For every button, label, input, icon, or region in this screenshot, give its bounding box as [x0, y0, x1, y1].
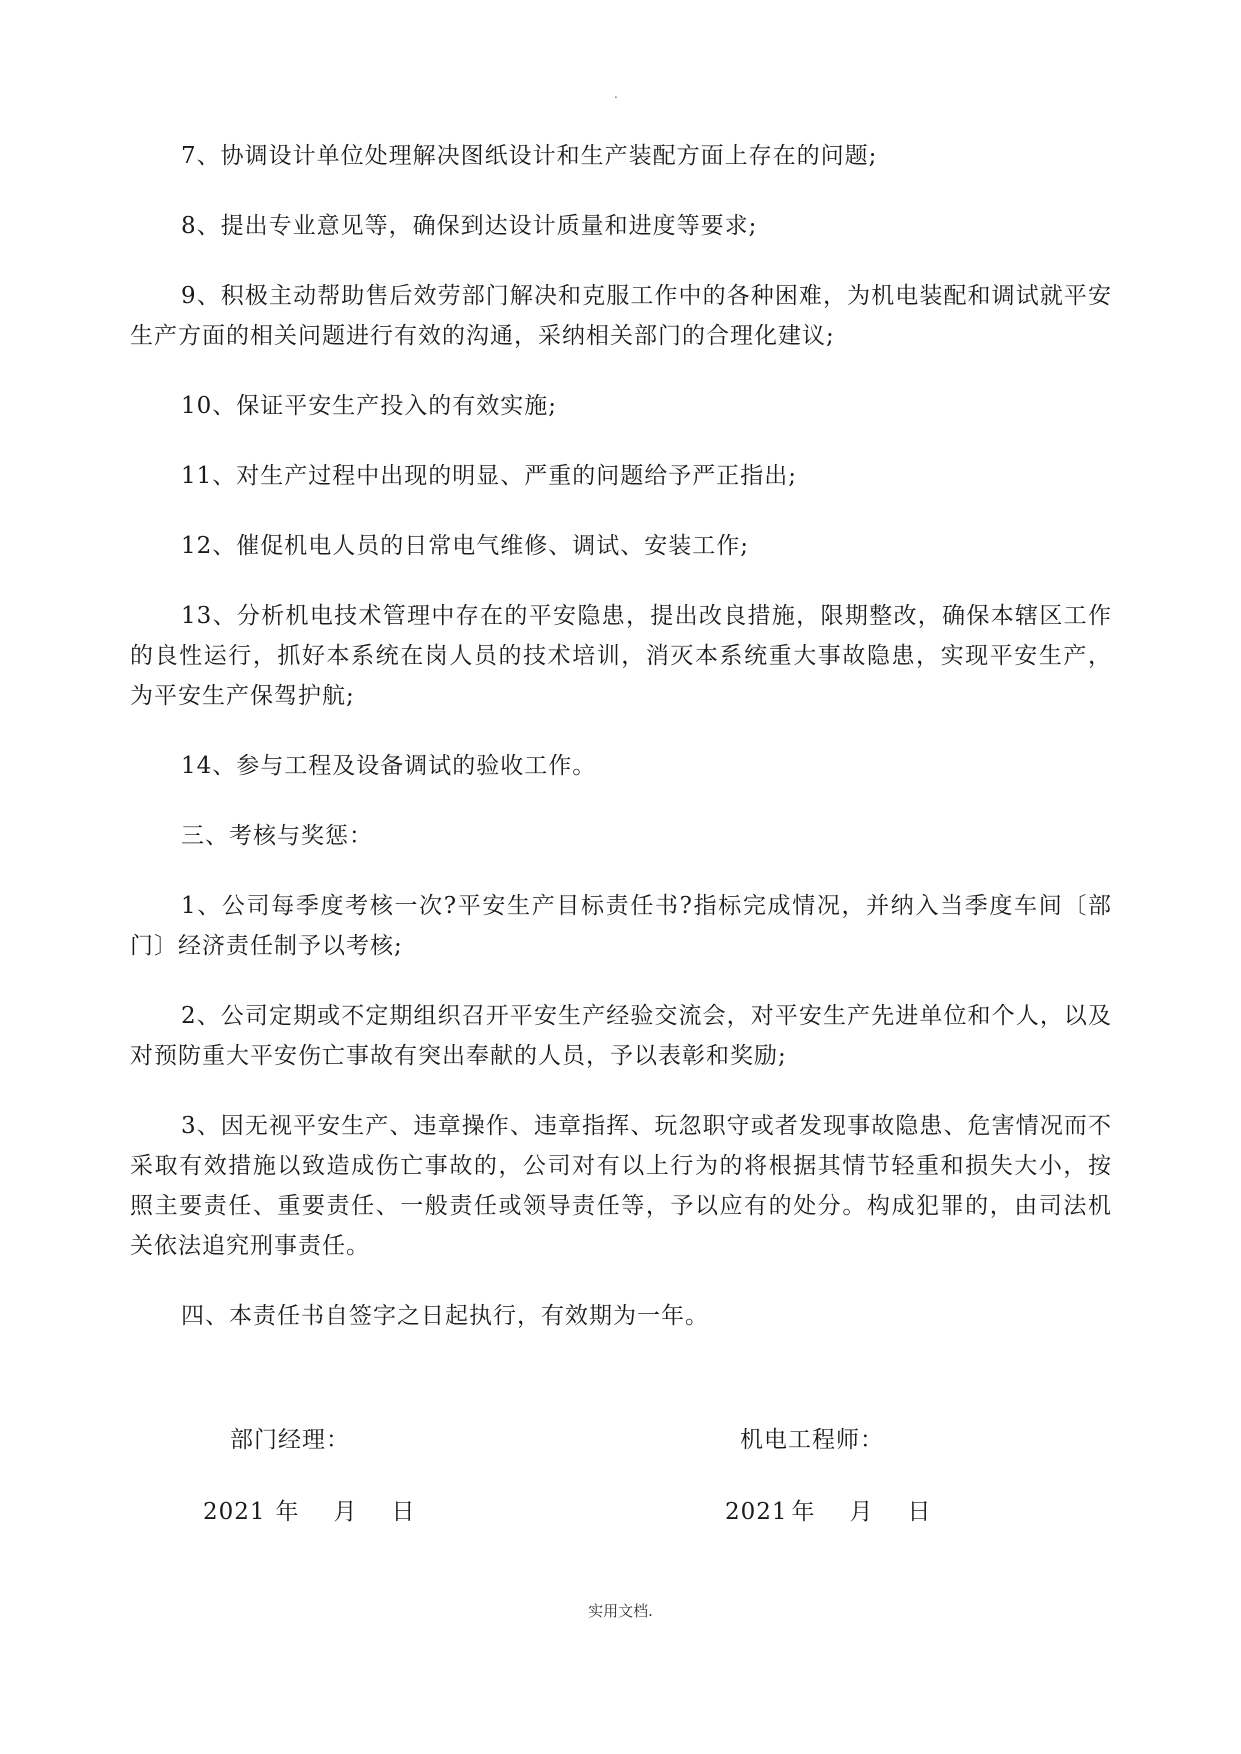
right-date-year-unit: 年 — [791, 1499, 816, 1525]
right-date-year: 2021 — [725, 1499, 788, 1525]
left-date-day-unit: 日 — [391, 1499, 416, 1525]
section-validity: 四、本责任书自签字之日起执行，有效期为一年。 — [181, 1303, 709, 1329]
section-heading-assessment: 三、考核与奖惩： — [181, 823, 373, 849]
right-date-day-unit: 日 — [907, 1499, 932, 1525]
left-date-year-unit: 年 — [275, 1499, 300, 1525]
left-date-line — [203, 1497, 416, 1527]
paragraph-item-11: 11、对生产过程中出现的明显、严重的问题给予严正指出; — [181, 463, 798, 489]
right-date-month-unit: 月 — [849, 1499, 874, 1525]
paragraph-item-13: 13、分析机电技术管理中存在的平安隐患，提出改良措施，限期整改，确保本辖区工作的良性运行，抓好本系统在岗人员的技术培训，消灭本系统重大事故隐患，实现平安生产，为平安生产保驾护航; — [130, 603, 1112, 709]
paragraph-item-8: 8、提出专业意见等，确保到达设计质量和进度等要求; — [181, 213, 758, 239]
left-date-month-unit: 月 — [333, 1499, 358, 1525]
paragraph-item-14: 14、参与工程及设备调试的验收工作。 — [181, 753, 597, 779]
assessment-item-2: 2、公司定期或不定期组织召开平安生产经验交流会，对平安生产先进单位和个人，以及对预防重大平安伤亡事故有突出奉献的人员，予以表彰和奖励; — [130, 1003, 1112, 1069]
assessment-item-3: 3、因无视平安生产、违章操作、违章指挥、玩忽职守或者发现事故隐患、危害情况而不采取有效措施以致造成伤亡事故的，公司对有以上行为的将根据其情节轻重和损失大小，按照主要责任、重要责任、一般责任或领导责任等，予以应有的处分。构成犯罪的，由司法机关依法追究刑事责任。 — [130, 1113, 1112, 1259]
paragraph-item-7: 7、协调设计单位处理解决图纸设计和生产装配方面上存在的问题; — [181, 143, 878, 169]
assessment-item-1: 1、公司每季度考核一次?平安生产目标责任书?指标完成情况，并纳入当季度车间〔部门〕经济责任制予以考核; — [130, 893, 1112, 959]
paragraph-item-10: 10、保证平安生产投入的有效实施; — [181, 393, 558, 419]
page-footer: 实用文档. — [588, 1602, 653, 1620]
document-body — [130, 136, 1112, 1336]
right-date-line — [725, 1497, 932, 1527]
paragraph-item-9: 9、积极主动帮助售后效劳部门解决和克服工作中的各种困难，为机电装配和调试就平安生产方面的相关问题进行有效的沟通，采纳相关部门的合理化建议; — [130, 283, 1112, 349]
department-manager-label: 部门经理： — [230, 1427, 350, 1453]
engineer-label: 机电工程师： — [740, 1427, 884, 1453]
paragraph-item-12: 12、催促机电人员的日常电气维修、调试、安装工作; — [181, 533, 750, 559]
header-mark: . — [614, 87, 618, 101]
left-date-year: 2021 — [203, 1499, 266, 1525]
